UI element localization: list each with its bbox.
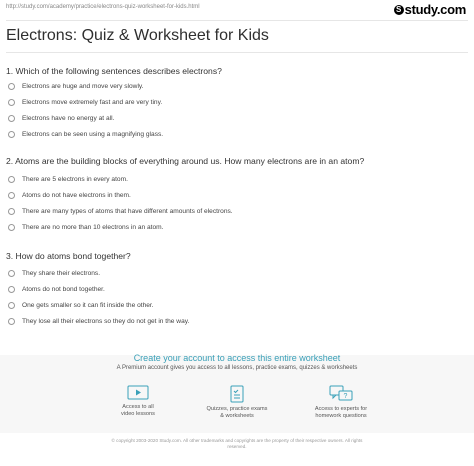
feature-line: Quizzes, practice exams xyxy=(206,406,268,412)
radio-icon[interactable] xyxy=(8,115,15,122)
feature-experts xyxy=(301,385,381,420)
option-label: Electrons have no energy at all. xyxy=(22,114,115,122)
radio-icon[interactable] xyxy=(8,192,15,199)
radio-icon[interactable] xyxy=(8,286,15,293)
question-3: 3. How do atoms bond together? xyxy=(6,251,131,261)
question-1-options xyxy=(8,78,163,142)
option-label: They lose all their electrons so they do not get in the way. xyxy=(22,317,190,325)
option-item[interactable] xyxy=(8,110,163,126)
logo-mark: S xyxy=(394,5,404,15)
option-label: Atoms do not bond together. xyxy=(22,285,105,293)
feature-line: & worksheets xyxy=(220,413,254,419)
option-item[interactable] xyxy=(8,313,189,329)
svg-text:?: ? xyxy=(343,393,348,400)
option-item[interactable] xyxy=(8,219,233,235)
top-bar xyxy=(0,0,474,20)
option-label: Electrons can be seen using a magnifying glass. xyxy=(22,130,164,138)
option-item[interactable] xyxy=(8,265,189,281)
feature-video-lessons xyxy=(98,385,178,418)
radio-icon[interactable] xyxy=(8,131,15,138)
option-label: Electrons are huge and move very slowly. xyxy=(22,82,144,90)
question-2: 2. Atoms are the building blocks of everything around us. How many electrons are in an atom? xyxy=(6,156,365,166)
question-1: 1. Which of the following sentences describes electrons? xyxy=(6,66,222,76)
option-item[interactable] xyxy=(8,203,233,219)
radio-icon[interactable] xyxy=(8,224,15,231)
logo-text: study.com xyxy=(404,2,466,17)
option-item[interactable] xyxy=(8,126,163,142)
option-item[interactable] xyxy=(8,187,233,203)
radio-icon[interactable] xyxy=(8,176,15,183)
option-label: There are 5 electrons in every atom. xyxy=(22,175,128,183)
page-url: http://study.com/academy/practice/electrons-quiz-worksheet-for-kids.html xyxy=(6,4,200,10)
quizzes-icon xyxy=(227,385,247,403)
radio-icon[interactable] xyxy=(8,208,15,215)
radio-icon[interactable] xyxy=(8,270,15,277)
option-label: There are no more than 10 electrons in an atom. xyxy=(22,223,164,231)
feature-line: homework questions xyxy=(315,413,367,419)
option-item[interactable] xyxy=(8,94,163,110)
feature-line: Access to all xyxy=(122,404,154,410)
option-item[interactable] xyxy=(8,281,189,297)
feature-line: Access to experts for xyxy=(314,406,368,412)
create-account-link[interactable]: Create your account to access this entire worksheet xyxy=(133,353,341,363)
copyright-line: reserved. xyxy=(227,444,247,449)
option-label: There are many types of atoms that have different amounts of electrons. xyxy=(22,207,233,215)
page-title: Electrons: Quiz & Worksheet for Kids xyxy=(6,27,269,44)
copyright-line: © copyright 2003-2020 Study.com. All other trademarks and copyrights are the property of their respective owners. All rights xyxy=(111,438,363,443)
premium-subtitle: A Premium account gives you access to all lessons, practice exams, quizzes & worksheets xyxy=(116,365,358,371)
option-item[interactable] xyxy=(8,171,233,187)
radio-icon[interactable] xyxy=(8,318,15,325)
question-3-options xyxy=(8,265,189,329)
option-label: Electrons move extremely fast and are very tiny. xyxy=(22,98,163,106)
header-divider xyxy=(6,20,468,21)
option-label: Atoms do not have electrons in them. xyxy=(22,191,131,199)
experts-icon xyxy=(329,385,353,403)
option-item[interactable] xyxy=(8,78,163,94)
copyright-footer xyxy=(0,438,474,450)
radio-icon[interactable] xyxy=(8,83,15,90)
feature-line: video lessons xyxy=(121,411,155,417)
question-2-options xyxy=(8,171,233,235)
option-label: They share their electrons. xyxy=(22,269,101,277)
video-lessons-icon xyxy=(127,385,149,401)
radio-icon[interactable] xyxy=(8,302,15,309)
radio-icon[interactable] xyxy=(8,99,15,106)
title-divider xyxy=(6,52,468,53)
study-logo[interactable] xyxy=(394,2,466,17)
option-label: One gets smaller so it can fit inside the other. xyxy=(22,301,154,309)
feature-quizzes xyxy=(197,385,277,420)
option-item[interactable] xyxy=(8,297,189,313)
